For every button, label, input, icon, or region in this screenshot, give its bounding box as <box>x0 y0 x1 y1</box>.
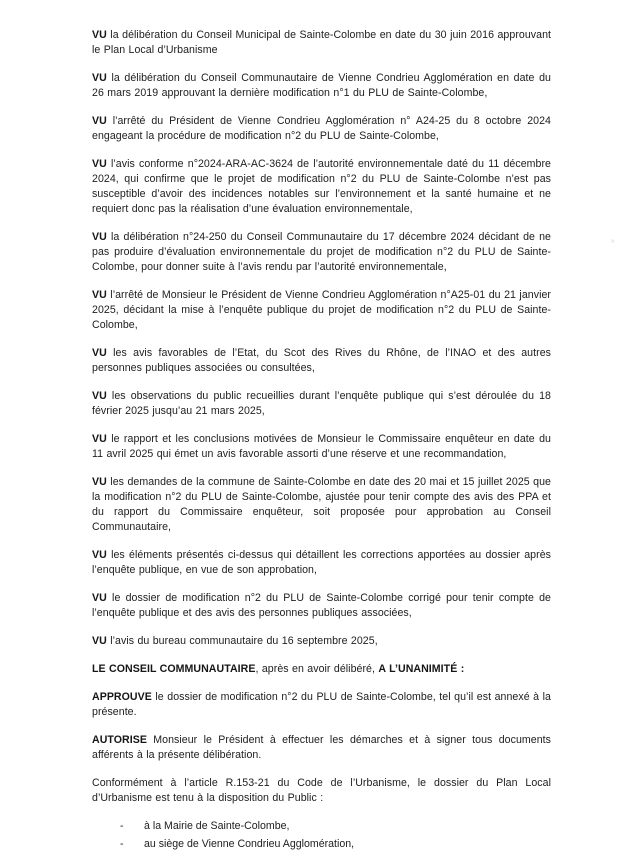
bold-lead-text: APPROUVE <box>92 691 152 703</box>
paragraph <box>92 114 551 144</box>
body-text: le rapport et les conclusions motivées de Monsieur le Commissaire enquêteur en date du 11 avril 2025 qui émet un avis favorable assorti d’une réserve et une recommandation, <box>92 433 551 460</box>
paragraph <box>92 157 551 217</box>
paragraph <box>92 591 551 621</box>
list-item: - au siège de Vienne Condrieu Agglomération, <box>92 837 551 852</box>
paragraph <box>92 548 551 578</box>
bold-lead-text: VU <box>92 390 107 402</box>
body-text: la délibération n°24-250 du Conseil Communautaire du 17 décembre 2024 décidant de ne pas produire d’évaluation environnementale du projet de modification n°2 du PLU de Sainte-Colombe, pour donner suite à l’avis rendu par l’autorité environnementale, <box>92 231 551 273</box>
bold-lead-text: A L’UNANIMITÉ : <box>378 663 465 675</box>
bold-lead-text: VU <box>92 592 107 604</box>
body-text: les demandes de la commune de Sainte-Colombe en date des 20 mai et 15 juillet 2025 que la modification n°2 du PLU de Sainte-Colombe, ajustée pour tenir compte des avis des PPA et du rapport du Commissaire enquêteur, soit proposée pour approbation au Conseil Communautaire, <box>92 476 551 533</box>
document-list <box>92 819 551 852</box>
body-text: l’arrêté du Président de Vienne Condrieu Agglomération n° A24-25 du 8 octobre 2024 engageant la procédure de modification n°2 du PLU de Sainte-Colombe, <box>92 115 551 142</box>
body-text: l’avis du bureau communautaire du 16 septembre 2025, <box>106 635 378 647</box>
body-text: le dossier de modification n°2 du PLU de Sainte-Colombe corrigé pour tenir compte de l’enquête publique et des avis des personnes publiques associées, <box>92 592 551 619</box>
paragraph <box>92 475 551 535</box>
body-text: les observations du public recueillies durant l’enquête publique qui s’est déroulée du 18 février 2025 jusqu’au 21 mars 2025, <box>92 390 551 417</box>
bold-lead-text: VU <box>92 476 107 488</box>
paragraph <box>92 389 551 419</box>
body-text: la délibération du Conseil Communautaire de Vienne Condrieu Agglomération en date du 26 mars 2019 approuvant la dernière modification n°1 du PLU de Sainte-Colombe, <box>92 72 551 99</box>
paragraph <box>92 776 551 806</box>
paragraph <box>92 733 551 763</box>
paragraph <box>92 28 551 58</box>
paragraph <box>92 288 551 333</box>
scan-noise-mark: × <box>609 235 617 247</box>
body-text: l’avis conforme n°2024-ARA-AC-3624 de l’autorité environnementale daté du 11 décembre 2024, qui confirme que le projet de modification n°2 du PLU de Sainte-Colombe n’est pas susceptible d’avoir des incidences notables sur l’environnement et la santé humaine et ne requiert donc pas la réalisation d’une évaluation environnementale, <box>92 158 551 215</box>
paragraph <box>92 71 551 101</box>
paragraph <box>92 432 551 462</box>
paragraph <box>92 690 551 720</box>
body-text: Conformément à l’article R.153-21 du Code de l’Urbanisme, le dossier du Plan Local d’Urbanisme est tenu à la disposition du Public : <box>92 777 551 804</box>
paragraph <box>92 230 551 275</box>
bold-lead-text: VU <box>92 635 107 647</box>
bold-lead-text: VU <box>92 347 107 359</box>
bold-lead-text: VU <box>92 289 107 301</box>
bold-lead-text: VU <box>92 158 107 170</box>
bold-lead-text: LE CONSEIL COMMUNAUTAIRE <box>92 663 256 675</box>
paragraph <box>92 634 551 649</box>
body-text: Monsieur le Président à effectuer les démarches et à signer tous documents afférents à la présente délibération. <box>92 734 551 761</box>
body-text: la délibération du Conseil Municipal de Sainte-Colombe en date du 30 juin 2016 approuvant le Plan Local d’Urbanisme <box>92 29 551 56</box>
paragraph <box>92 662 551 677</box>
bold-lead-text: VU <box>92 29 107 41</box>
bold-lead-text: VU <box>92 549 107 561</box>
body-text: le dossier de modification n°2 du PLU de Sainte-Colombe, tel qu’il est annexé à la présente. <box>92 691 551 718</box>
bold-lead-text: AUTORISE <box>92 734 147 746</box>
body-text: les avis favorables de l’Etat, du Scot des Rives du Rhône, de l’INAO et des autres personnes publiques associées ou consultées, <box>92 347 551 374</box>
bold-lead-text: VU <box>92 433 107 445</box>
list-item: - à la Mairie de Sainte-Colombe, <box>92 819 551 834</box>
body-text: l’arrêté de Monsieur le Président de Vienne Condrieu Agglomération n°A25-01 du 21 janvier 2025, décidant la mise à l’enquête publique du projet de modification n°2 du PLU de Sainte-Colombe, <box>92 289 551 331</box>
bold-lead-text: VU <box>92 115 107 127</box>
bold-lead-text: VU <box>92 72 107 84</box>
body-text: les éléments présentés ci-dessus qui détaillent les corrections apportées au dossier après l’enquête publique, en vue de son approbation, <box>92 549 551 576</box>
paragraph <box>92 346 551 376</box>
body-text: , après en avoir délibéré, <box>255 663 379 675</box>
bold-lead-text: VU <box>92 231 107 243</box>
document-body <box>92 28 551 855</box>
